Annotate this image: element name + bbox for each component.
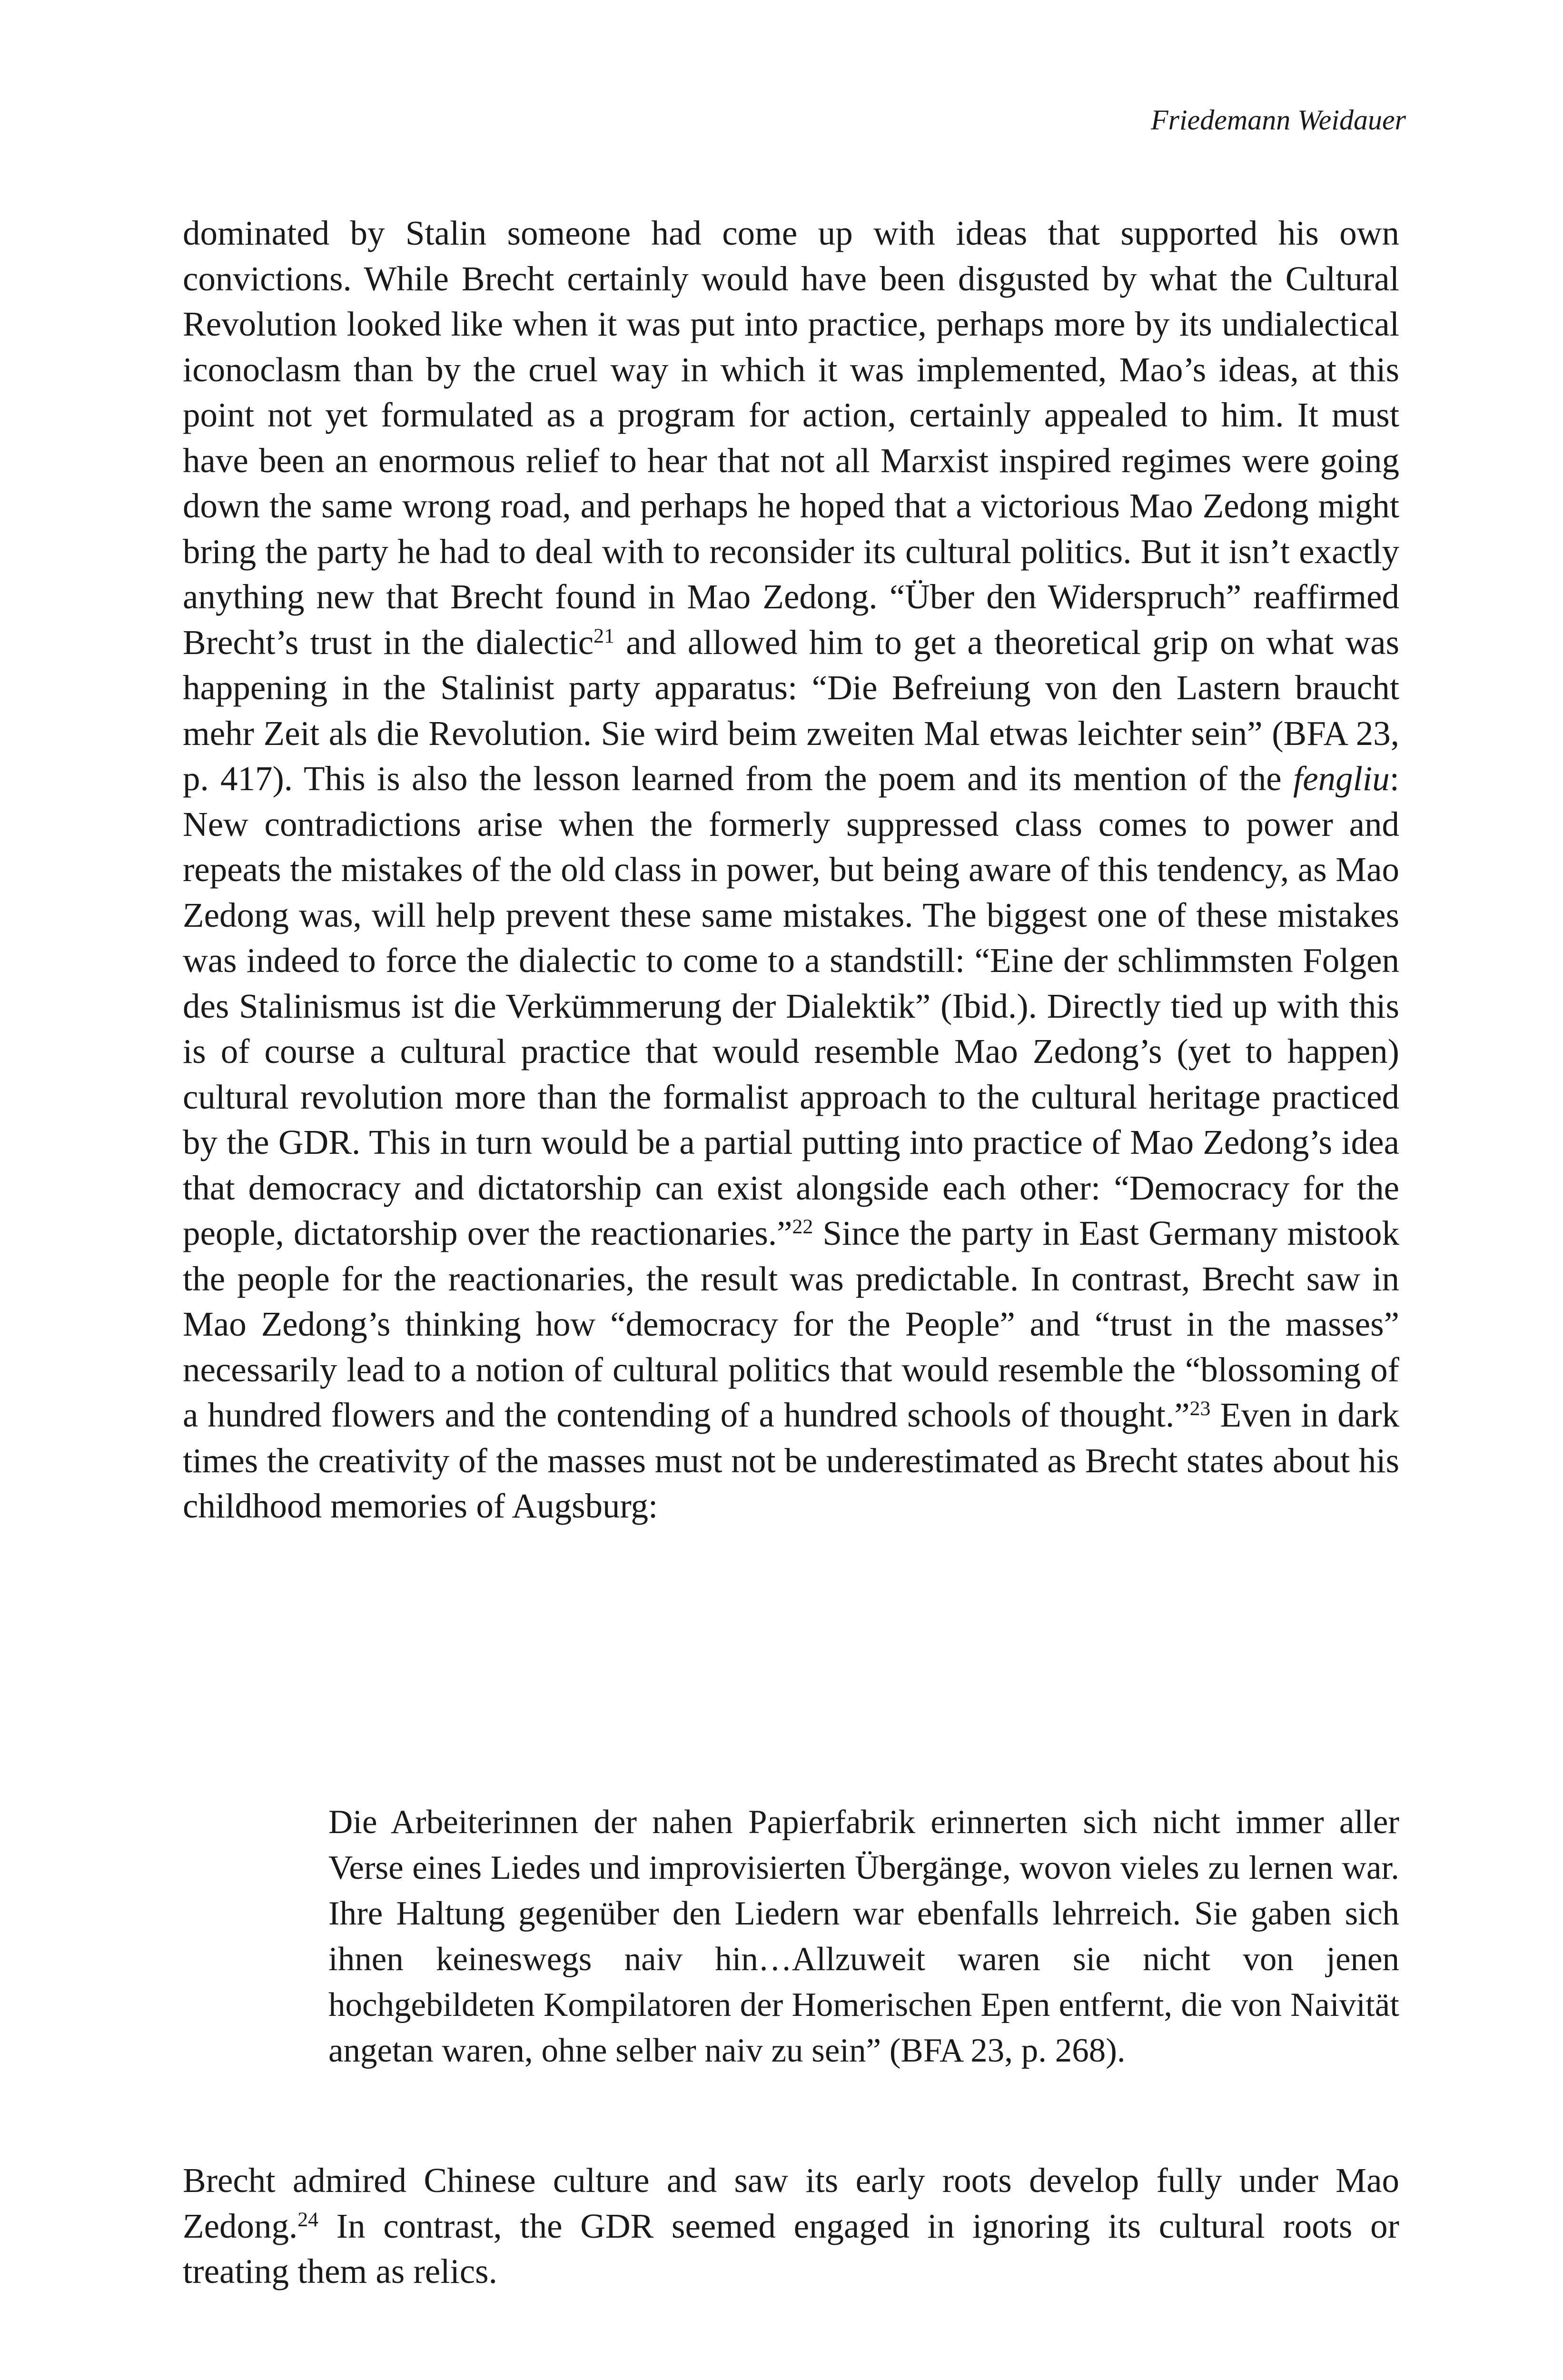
italic-term: fengliu (1293, 759, 1390, 798)
text-segment: Brecht admired Chinese culture and saw its early roots develop fully under Mao Zedong. (183, 2161, 1399, 2245)
footnote-ref-21: 21 (594, 624, 614, 647)
body-paragraph-1 (183, 210, 1399, 1529)
text-segment: and allowed him to get a theoretical grip on what was happening in the Stalinist party apparatus: “Die Befreiung von den Lastern braucht mehr Zeit als die Revolution. Sie wird beim zweiten Mal etwas leichter sein” (BFA 23, p. 417). This is also the lesson learned from the poem and its mention of the (183, 623, 1399, 798)
text-segment: Even in dark times the creativity of the masses must not be underestimated as Brecht states about his childhood memories of Augsburg: (183, 1396, 1399, 1525)
footnote-ref-23: 23 (1189, 1397, 1211, 1420)
text-segment: Since the party in East Germany mistook the people for the reactionaries, the result was predictable. In contrast, Brecht saw in Mao Zedong’s thinking how “democracy for the People” and “trust in the masses” necessarily lead to a notion of cultural politics that would resemble the “blossoming of a hundred flowers and the contending of a hundred schools of thought.” (183, 1214, 1400, 1434)
footnote-ref-22: 22 (792, 1215, 813, 1238)
text-segment: : New contradictions arise when the formerly suppressed class comes to power and repeats the mistakes of the old class in power, but being aware of this tendency, as Mao Zedong was, will help prevent these same mistakes. The biggest one of these mistakes was indeed to force the dialectic to come to a standstill: “Eine der schlimmsten Folgen des Stalinismus ist die Verkümmerung der Dialektik” (Ibid.). Directly tied up with this is of course a cultural practice that would resemble Mao Zedong’s (yet to happen) cultural revolution more than the formalist approach to the cultural heritage practiced by the GDR. This in turn would be a partial putting into practice of Mao Zedong’s idea that democracy and dictatorship can exist alongside each other: “Democracy for the people, dictatorship over the reactionaries.” (183, 759, 1399, 1252)
running-head: Friedemann Weidauer (1150, 104, 1406, 136)
text-segment: dominated by Stalin someone had come up with ideas that supported his own convictions. While Brecht certainly would have been disgusted by what the Cultural Revolution looked like when it was put into practice, perhaps more by its undialectical iconoclasm than by the cruel way in which it was implemented, Mao’s ideas, at this point not yet formulated as a program for action, certainly appealed to him. It must have been an enormous relief to hear that not all Marxist inspired regimes were going down the same wrong road, and perhaps he hoped that a victorious Mao Zedong might bring the party he had to deal with to reconsider its cultural politics. But it isn’t exactly anything new that Brecht found in Mao Zedong. “Über den Widerspruch” reaffirmed Brecht’s trust in the dialectic (183, 214, 1399, 662)
block-quote (328, 1799, 1399, 2073)
block-quote-text: Die Arbeiterinnen der nahen Papierfabrik erinnerten sich nicht immer aller Verse eines Liedes und improvisierten Übergänge, wovon vieles zu lernen war. Ihre Haltung gegenüber den Liedern war ebenfalls lehrreich. Sie gaben sich ihnen keineswegs naiv hin…Allzuweit waren sie nicht von jenen hochgebildeten Kompilatoren der Homerischen Epen entfernt, die von Naivität angetan waren, ohne selber naiv zu sein” (BFA 23, p. 268). (328, 1804, 1399, 2069)
body-paragraph-2 (183, 2158, 1399, 2294)
footnote-ref-24: 24 (297, 2208, 319, 2231)
text-segment: In contrast, the GDR seemed engaged in ignoring its cultural roots or treating them as relics. (183, 2206, 1399, 2291)
